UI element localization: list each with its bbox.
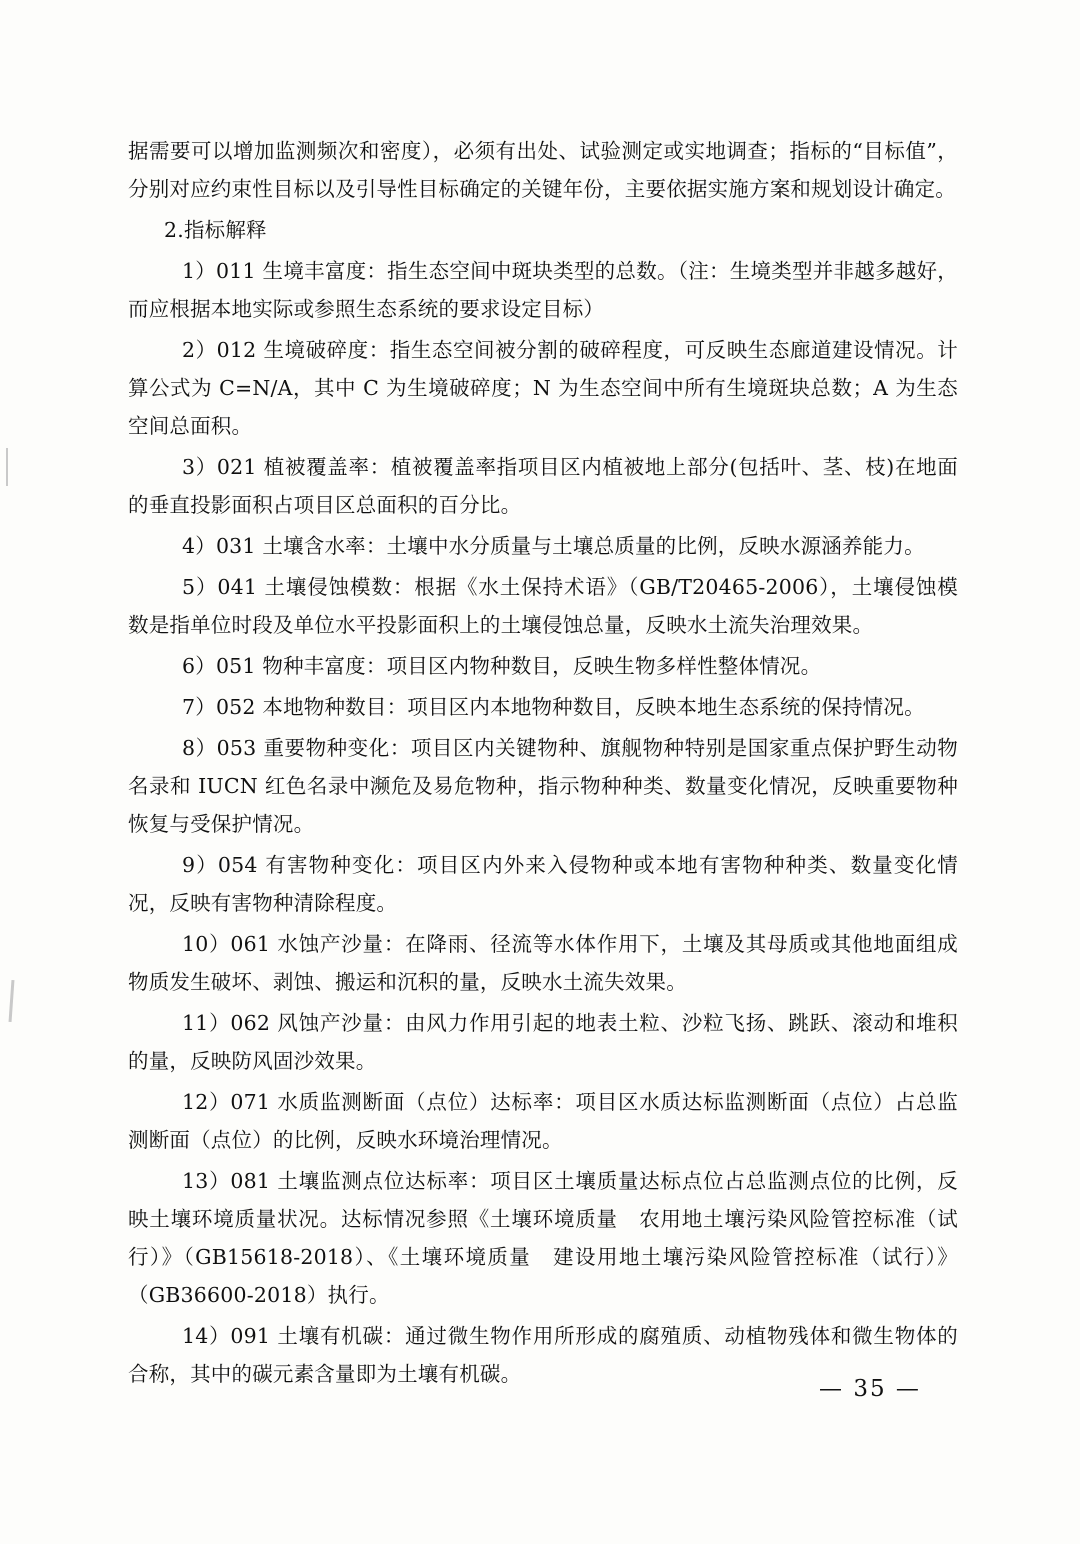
document-body [128, 132, 958, 1396]
paragraph-item-062: 11）062 风蚀产沙量：由风力作用引起的地表土粒、沙粒飞扬、跳跃、滚动和堆积的量，反映防风固沙效果。 [128, 1011, 958, 1073]
paragraph-item-052: 7）052 本地物种数目：项目区内本地物种数目，反映本地生态系统的保持情况。 [182, 695, 925, 719]
scan-artifact-mark [6, 448, 8, 486]
paragraph-item-041: 5）041 土壤侵蚀模数：根据《水土保持术语》（GB/T20465-2006），土壤侵蚀模数是指单位时段及单位水平投影面积上的土壤侵蚀总量，反映水土流失治理效果。 [128, 575, 958, 637]
paragraph-item-012: 2）012 生境破碎度：指生态空间被分割的破碎程度，可反映生态廊道建设情况。计算公式为 C=N/A，其中 C 为生境破碎度；N 为生态空间中所有生境斑块总数；A 为生态空间总面积。 [128, 338, 958, 438]
paragraph-item-021: 3）021 植被覆盖率：植被覆盖率指项目区内植被地上部分(包括叶、茎、枝)在地面的垂直投影面积占项目区总面积的百分比。 [128, 455, 958, 517]
paragraph-item-053: 8）053 重要物种变化：项目区内关键物种、旗舰物种特别是国家重点保护野生动物名录和 IUCN 红色名录中濒危及易危物种，指示物种种类、数量变化情况，反映重要物种恢复与受保护情况。 [128, 736, 958, 836]
page-number: — 35 — [819, 1376, 921, 1402]
paragraph-item-071: 12）071 水质监测断面（点位）达标率：项目区水质达标监测断面（点位）占总监测断面（点位）的比例，反映水环境治理情况。 [128, 1090, 958, 1152]
paragraph-item-054: 9）054 有害物种变化：项目区内外来入侵物种或本地有害物种种类、数量变化情况，反映有害物种清除程度。 [128, 853, 958, 915]
paragraph-item-031: 4）031 土壤含水率：土壤中水分质量与土壤总质量的比例，反映水源涵养能力。 [182, 534, 925, 558]
paragraph-intro: 据需要可以增加监测频次和密度），必须有出处、试验测定或实地调查；指标的“目标值”，分别对应约束性目标以及引导性目标确定的关键年份，主要依据实施方案和规划设计确定。 [128, 139, 958, 201]
page-footer [0, 1376, 1080, 1402]
paragraph-item-081: 13）081 土壤监测点位达标率：项目区土壤质量达标点位占总监测点位的比例，反映土壤环境质量状况。达标情况参照《土壤环境质量 农用地土壤污染风险管控标准（试行）》（GB15618-2018）、《土壤环境质量 建设用地土壤污染风险管控标准（试行）》（GB36600-2018）执行。 [128, 1169, 958, 1307]
paragraph-item-061: 10）061 水蚀产沙量：在降雨、径流等水体作用下，土壤及其母质或其他地面组成物质发生破坏、剥蚀、搬运和沉积的量，反映水土流失效果。 [128, 932, 958, 994]
paragraph-item-051: 6）051 物种丰富度：项目区内物种数目，反映生物多样性整体情况。 [182, 654, 822, 678]
section-heading-indicator-explanation: 2.指标解释 [164, 218, 267, 242]
scan-artifact-mark [9, 980, 15, 1022]
paragraph-item-011: 1）011 生境丰富度：指生态空间中斑块类型的总数。（注：生境类型并非越多越好，而应根据本地实际或参照生态系统的要求设定目标） [128, 259, 958, 321]
paragraph-item-091: 14）091 土壤有机碳：通过微生物作用所形成的腐殖质、动植物残体和微生物体的合称，其中的碳元素含量即为土壤有机碳。 [128, 1324, 958, 1386]
